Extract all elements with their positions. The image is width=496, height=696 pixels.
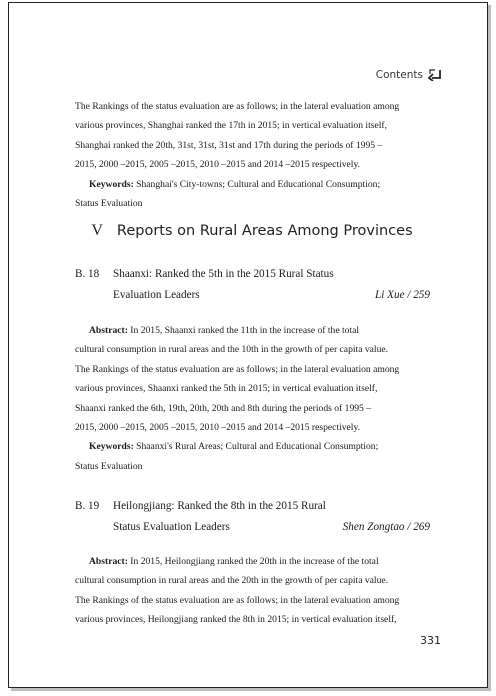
return-arrow-icon xyxy=(427,69,441,81)
abstract-first-line xyxy=(75,321,429,340)
keywords-label: Keywords: xyxy=(89,441,134,453)
abstract-line: The Rankings of the status evaluation are as follows; in the lateral evaluation among xyxy=(75,594,400,606)
abstract-line: various provinces, Heilongjiang ranked the 8th in 2015; in vertical evaluation itself, xyxy=(75,614,397,626)
section-title: Reports on Rural Areas Among Provinces xyxy=(116,223,413,239)
entry-author-page: Li Xue / 259 xyxy=(374,289,430,301)
toc-entry-b19[interactable] xyxy=(75,500,430,533)
abstract-line: 2015, 2000 –2015, 2005 –2015, 2010 –2015 and 2014 –2015 respectively. xyxy=(75,422,361,434)
abstract-label: Abstract: xyxy=(89,325,128,336)
entry-title-line2[interactable]: Evaluation Leaders xyxy=(113,289,200,301)
b18-keywords xyxy=(75,437,429,456)
keywords-text: Shanghai's City-towns; Cultural and Educational Consumption; xyxy=(133,178,381,190)
abstract-label: Abstract: xyxy=(89,556,128,567)
contents-header[interactable] xyxy=(376,69,441,81)
contents-label: Contents xyxy=(375,69,423,81)
abstract-line: cultural consumption in rural areas and the 10th in the growth of per capita value. xyxy=(75,344,389,356)
page-number: 331 xyxy=(420,634,441,647)
b19-abstract xyxy=(75,552,429,630)
b18-keywords-cont: Status Evaluation xyxy=(75,460,143,472)
intro-line: Shanghai ranked the 20th, 31st, 31st, 31st and 17th during the periods of 1995 – xyxy=(75,139,383,151)
entry-code: B. 18 xyxy=(75,268,100,280)
intro-keywords xyxy=(75,175,429,194)
intro-line: 2015, 2000 –2015, 2005 –2015, 2010 –2015 and 2014 –2015 respectively. xyxy=(75,159,361,171)
section-numeral: V xyxy=(91,222,103,239)
document-page xyxy=(8,2,488,688)
abstract-line: various provinces, Shaanxi ranked the 5th in 2015; in vertical evaluation itself, xyxy=(75,383,378,395)
entry-author-page: Shen Zongtao / 269 xyxy=(342,521,430,533)
abstract-line: The Rankings of the status evaluation are as follows; in the lateral evaluation among xyxy=(75,363,400,375)
abstract-line: Shaanxi ranked the 6th, 19th, 20th, 20th and 8th during the periods of 1995 – xyxy=(75,402,372,414)
entry-code: B. 19 xyxy=(75,500,100,512)
entry-title-line1[interactable]: Shaanxi: Ranked the 5th in the 2015 Rural Status xyxy=(113,268,334,280)
intro-keywords-cont: Status Evaluation xyxy=(75,198,143,210)
abstract-first-line xyxy=(75,552,429,571)
section-heading xyxy=(75,222,429,240)
intro-line: The Rankings of the status evaluation are as follows; in the lateral evaluation among xyxy=(75,101,400,112)
entry-title-line1[interactable]: Heilongjiang: Ranked the 8th in the 2015 Rural xyxy=(113,500,326,512)
intro-abstract xyxy=(75,97,429,213)
b18-abstract xyxy=(75,321,429,476)
keywords-label: Keywords: xyxy=(89,178,134,190)
intro-line: various provinces, Shanghai ranked the 17th in 2015; in vertical evaluation itself, xyxy=(75,120,387,132)
abstract-line: cultural consumption in rural areas and the 20th in the growth of per capita value. xyxy=(75,575,389,587)
keywords-text: Shaanxi's Rural Areas; Cultural and Educational Consumption; xyxy=(133,441,379,453)
entry-title-line2[interactable]: Status Evaluation Leaders xyxy=(113,521,230,533)
abstract-text: In 2015, Shaanxi ranked the 11th in the increase of the total xyxy=(127,325,360,336)
toc-entry-b18[interactable] xyxy=(75,268,430,301)
abstract-text: In 2015, Heilongjiang ranked the 20th in the increase of the total xyxy=(127,556,379,567)
